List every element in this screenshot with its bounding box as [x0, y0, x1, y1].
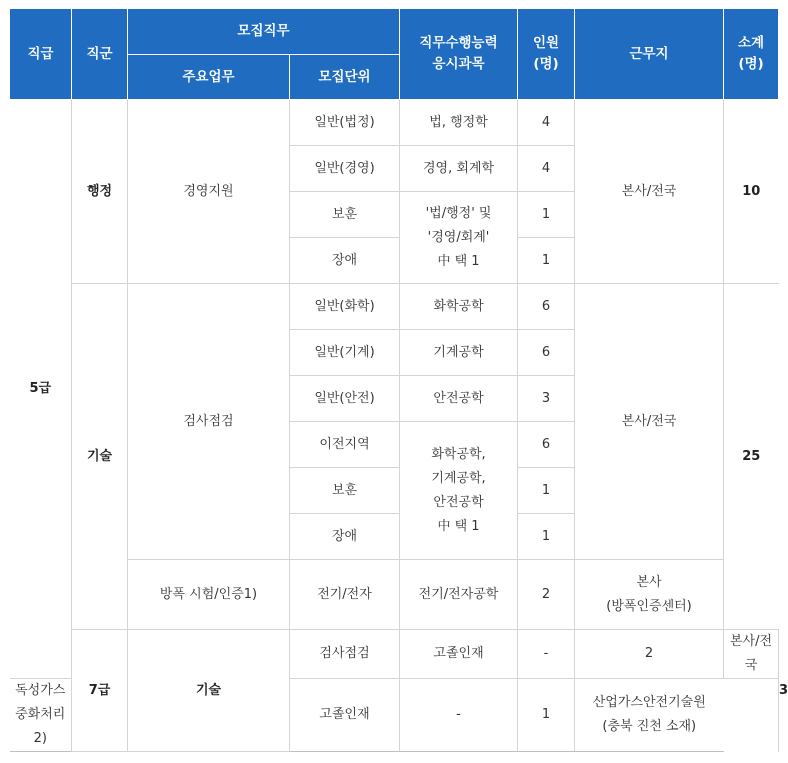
header-subject: 직무수행능력 응시과목	[400, 9, 518, 100]
duty-cell: 경영지원	[128, 100, 290, 284]
location-cell: 본사 (방폭인증센터)	[575, 560, 724, 630]
count-cell: 6	[518, 422, 575, 468]
header-grade: 직급	[10, 9, 72, 100]
count-cell: 4	[518, 100, 575, 146]
group-cell: 기술	[128, 630, 290, 752]
unit-cell: 보훈	[290, 192, 400, 238]
header-location: 근무지	[575, 9, 724, 100]
duty-cell: 방폭 시험/인증1)	[128, 560, 290, 630]
subject-cell: 화학공학, 기계공학, 안전공학 中 택 1	[400, 422, 518, 560]
unit-cell: 이전지역	[290, 422, 400, 468]
location-cell: 본사/전국	[724, 630, 779, 679]
duty-cell: 검사점검	[128, 284, 290, 560]
unit-cell: 일반(기계)	[290, 330, 400, 376]
header-subtotal: 소계 (명)	[724, 9, 779, 100]
count-cell: 1	[518, 192, 575, 238]
subject-cell: -	[518, 630, 575, 679]
location-cell: 본사/전국	[575, 284, 724, 560]
count-cell: 6	[518, 330, 575, 376]
location-cell: 본사/전국	[575, 100, 724, 284]
count-cell: 2	[575, 630, 724, 679]
count-cell: 4	[518, 146, 575, 192]
unit-cell: 일반(안전)	[290, 376, 400, 422]
unit-cell: 고졸인재	[400, 630, 518, 679]
count-cell: 3	[518, 376, 575, 422]
subject-cell: '법/행정' 및 '경영/회계' 中 택 1	[400, 192, 518, 284]
duty-cell: 검사점검	[290, 630, 400, 679]
count-cell: 1	[518, 238, 575, 284]
duty-cell: 독성가스 중화처리2)	[10, 679, 72, 752]
count-cell: 2	[518, 560, 575, 630]
group-cell: 기술	[72, 284, 128, 630]
count-cell: 1	[518, 468, 575, 514]
header-group: 직군	[72, 9, 128, 100]
grade-cell: 5급	[10, 100, 72, 679]
unit-cell: 장애	[290, 238, 400, 284]
subtotal-cell: 25	[724, 284, 779, 630]
subject-cell: 화학공학	[400, 284, 518, 330]
header-duty: 주요업무	[128, 55, 290, 100]
subject-cell: 경영, 회계학	[400, 146, 518, 192]
header-unit: 모집단위	[290, 55, 400, 100]
header-count: 인원 (명)	[518, 9, 575, 100]
unit-cell: 장애	[290, 514, 400, 560]
recruitment-table	[9, 8, 788, 752]
unit-cell: 일반(화학)	[290, 284, 400, 330]
unit-cell: 보훈	[290, 468, 400, 514]
count-cell: 1	[518, 679, 575, 752]
table-row	[10, 284, 779, 330]
table-row: 7급 기술 검사점검 고졸인재 - 2 본사/전국 3	[10, 630, 779, 679]
grade-cell: 7급	[72, 630, 128, 752]
subject-cell: 안전공학	[400, 376, 518, 422]
subject-cell: 기계공학	[400, 330, 518, 376]
unit-cell: 일반(경영)	[290, 146, 400, 192]
unit-cell: 고졸인재	[290, 679, 400, 752]
subject-cell: 전기/전자공학	[400, 560, 518, 630]
subject-cell: 법, 행정학	[400, 100, 518, 146]
unit-cell: 전기/전자	[290, 560, 400, 630]
header-job: 모집직무	[128, 9, 400, 55]
subject-cell: -	[400, 679, 518, 752]
subtotal-cell: 10	[724, 100, 779, 284]
unit-cell: 일반(법정)	[290, 100, 400, 146]
location-cell: 산업가스안전기술원 (충북 진천 소재)	[575, 679, 724, 752]
count-cell: 1	[518, 514, 575, 560]
table-row	[10, 100, 779, 146]
count-cell: 6	[518, 284, 575, 330]
group-cell: 행정	[72, 100, 128, 284]
